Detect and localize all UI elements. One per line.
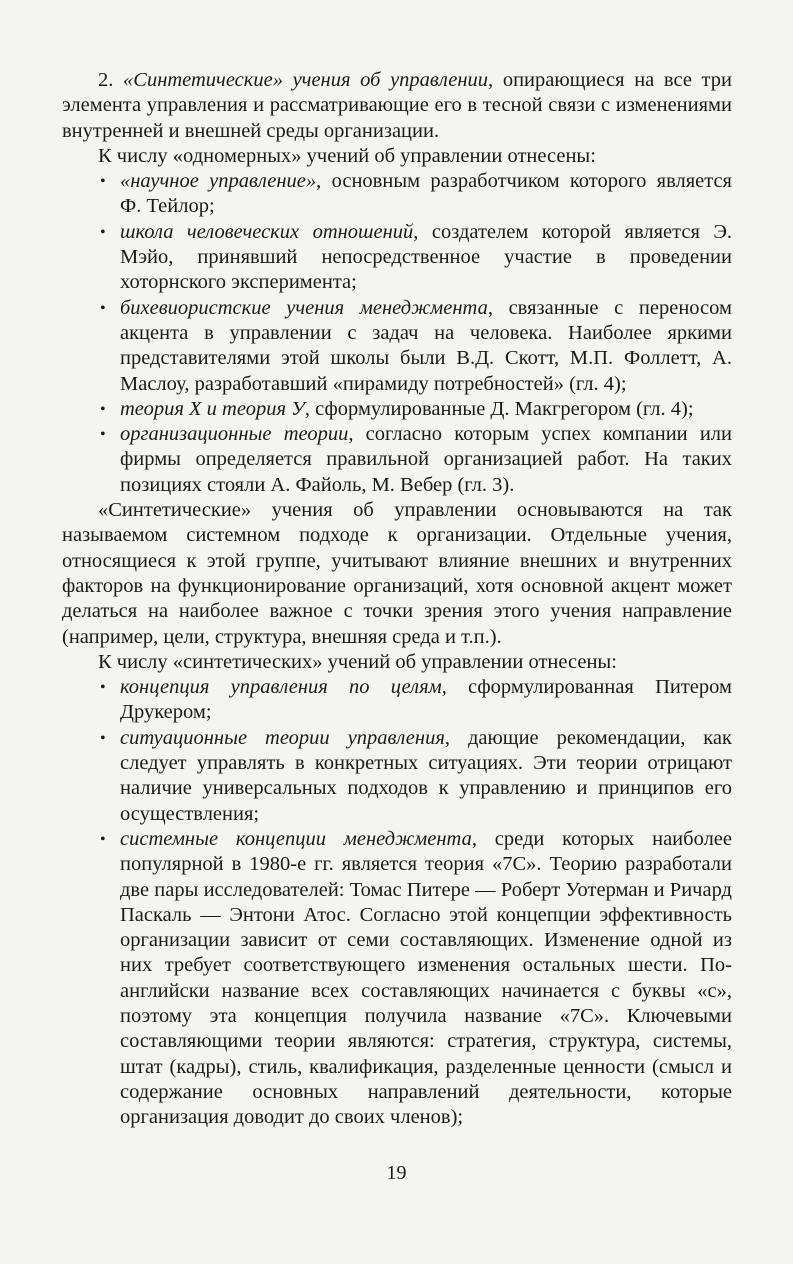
list-item	[100, 296, 732, 397]
bullet-icon: •	[100, 173, 106, 191]
body-text	[62, 68, 732, 1130]
list-item	[100, 422, 733, 498]
list-item-text: , согласно которым успех компании или фирмы определяется правильной организацией работ. На таких позициях стояли А. Файоль, М. Вебер (гл. 3).	[120, 423, 733, 496]
list-item-text: , создателем которой является Э. Мэйо, принявший непосредственное участие в проведении хоторнского эксперимента;	[120, 220, 732, 294]
list-item-term: школа человеческих отношений	[120, 220, 414, 243]
list-item-text: , дающие рекомендации, как следует управлять в конкретных ситуациях. Эти теории отрицают наличие универсальных подходов к управлению и принципов его осуществления;	[120, 726, 732, 825]
list-item	[100, 675, 732, 726]
bullet-icon: •	[100, 679, 106, 697]
list-item-term: концепция управления по целям	[120, 676, 442, 699]
list-item	[100, 169, 732, 220]
paragraph-synthetic-description: «Синтетические» учения об управлении основываются на так называемом системном подходе к организации. Отдельные учения, относящиеся к этой группе, учитывают влияние внешних и внутренних факторов на функционирование организаций, хотя основной акцент может делаться на наиболее важное с точки зрения этого учения направление (например, цели, структура, внешняя среда и т.п.).	[62, 499, 732, 648]
list-item	[100, 827, 732, 1131]
list-item-term: теория X и теория У	[120, 397, 305, 420]
list-item-text: , среди которых наиболее популярной в 1980-е гг. является теория «7С». Теорию разработали две пары исследователей: Томас Питере — Роберт Уотерман и Ричард Паскаль — Энтони Атос. Согласно этой концепции эффективность организации зависит от семи составляющих. Изменение одной из них требует соответствующего изменения остальных шести. По-английски название всех составляющих начинается с буквы «с», поэтому эта концепция получила название «7С». Ключевыми составляющими теории являются: стратегия, структура, системы, штат (кадры), стиль, квалификация, разделенные ценности (смысл и содержание основных направлений деятельности, которые организация доводит до своих членов);	[120, 827, 732, 1129]
list-item	[100, 726, 732, 827]
bullet-icon: •	[100, 729, 106, 747]
list-item-term: «научное управление»	[120, 170, 317, 193]
bullet-icon: •	[100, 400, 106, 418]
list-item-term: ситуационные теории управления	[120, 726, 445, 749]
bullet-icon: •	[100, 299, 106, 317]
bullet-icon: •	[100, 426, 106, 444]
term-synthetic: «Синтетические» учения об управлении	[123, 69, 489, 91]
paragraph-one-dimensional-lead: К числу «одномерных» учений об управлении отнесены:	[98, 144, 596, 167]
list-item-text: , основным разработчиком которого является Ф. Тейлор;	[120, 170, 732, 218]
list-synthetic	[62, 675, 732, 1130]
paragraph-synthetic-intro	[62, 68, 732, 144]
paragraph-synthetic-lead: К числу «синтетических» учений об управлении отнесены:	[98, 650, 617, 673]
page-number: 19	[386, 1162, 407, 1184]
list-item-text: , сформулированная Питером Друкером;	[120, 676, 732, 724]
list-item-text: , сформулированные Д. Макгрегором (гл. 4);	[304, 397, 694, 420]
list-item	[100, 397, 732, 422]
list-item-term: организационные теории	[120, 423, 349, 446]
bullet-icon: •	[100, 830, 106, 848]
list-item-term: системные концепции менеджмента	[120, 827, 472, 850]
bullet-icon: •	[100, 223, 106, 241]
list-item	[100, 220, 732, 296]
item-number: 2.	[98, 69, 124, 91]
list-one-dimensional	[62, 169, 732, 498]
list-item-term: бихевиористские учения менеджмента	[120, 296, 488, 319]
paragraph-text: , опирающиеся на все три элемента управления и рассматривающие его в тесной связи с изменениями внутренней и внешней среды организации.	[62, 69, 732, 142]
list-item-text: , связанные с переносом акцента в управлении с задач на человека. Наиболее яркими представителями этой школы были В.Д. Скотт, М.П. Фоллетт, А. Маслоу, разработавший «пирамиду потребностей» (гл. 4);	[120, 296, 732, 395]
